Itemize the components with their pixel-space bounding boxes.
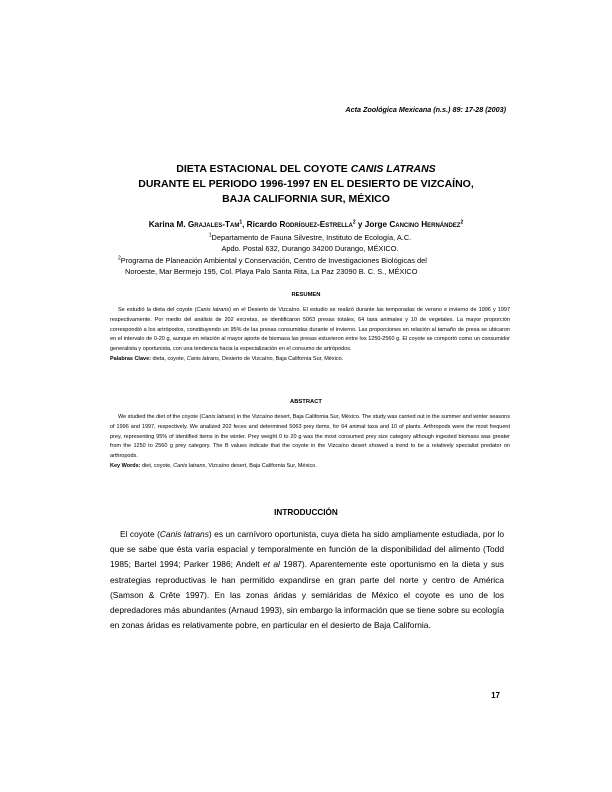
intro-et-al: et al — [263, 559, 280, 570]
resumen-keywords-label: Palabras Clave: — [110, 355, 151, 362]
resumen-species: Canis latrans — [196, 307, 230, 313]
resumen-keywords-b: , Desierto de Vizcaíno, Baja California Sur, México. — [218, 355, 344, 362]
abstract-keywords-species: Canis latrans — [173, 462, 206, 469]
abstract-paragraph — [110, 413, 510, 462]
author-sep-2: y — [355, 220, 365, 229]
title-species-name: CANIS LATRANS — [350, 163, 436, 175]
author-1-last: Grajales-Tam — [187, 220, 240, 229]
abstract-keywords-label: Key Words: — [110, 462, 141, 469]
affiliation-2-line-2: Noroeste, Mar Bermejo 195, Col. Playa Palo Santa Rita, La Paz 23090 B. C. S., MÉXICO — [125, 267, 418, 276]
resumen-text-1: Se estudió la dieta del coyote ( — [118, 307, 197, 313]
resumen-keywords-species: Canis latrans — [186, 355, 219, 362]
author-3-last: Cancino Hernández — [389, 220, 461, 229]
resumen-text-2: ) en el Desierto de Vizcaíno. El estudio se realizó durante las temporadas de verano e invierno de 1996 y 1997 respectivamente. Por medio del análisis de 202 excretas, se identificaron 5063 presas totales, 64 taxa animales y 10 de vegetales. La mayor proporción correspondió a los artrópodos, constituyendo un 95% de las presas consumidas durante el invierno. Las proporciones en relación al tamaño de presa se ubicaron en el intervalo de 0-20 g, aunque en relación al mayor aporte de biomasa las presas estuvieron entre los 1250-2560 g. El coyote se comportó como un consumidor generalista y oportunista, con una tendencia hacia la especialización en el consumo de artrópodos. — [110, 307, 511, 353]
intro-text-1: El coyote ( — [120, 529, 160, 539]
author-list — [100, 219, 512, 230]
resumen-heading: RESUMEN — [291, 292, 321, 298]
abstract-keywords-a: diet, coyote, — [140, 462, 174, 469]
author-1-first: Karina M. — [148, 220, 188, 229]
affiliation-2 — [118, 255, 513, 277]
article-title — [100, 162, 512, 207]
abstract-text-2: ) in the Vizcaíno desert, Baja California Sur, México. The study was carried out in the summer and winter seasons of 1996 and 1997, respectively. We analized 202 feces and determined 5063 prey items, for 64 animal taxa and 10 of plants. Arthropods were the most frequent prey, representing 95% of identified items in the winter. Prey weight 0 to 20 g was the most consumed prey size category although ingested biomass was greater from the 1250 to 2560 g prey category. The B values indicate that the coyote in the Vizcaíno desert showed a trend to be a relatively specialist predator on arthropods. — [110, 414, 510, 460]
author-2-last: Rodríguez-Estrella — [279, 220, 353, 229]
resumen-keywords-a: dieta, coyote, — [150, 355, 187, 362]
affiliation-1 — [110, 232, 510, 243]
abstract-text-1: We studied the diet of the coyote ( — [118, 414, 202, 420]
affiliation-1-address: Apdo. Postal 632, Durango 34200 Durango, MÉXICO. — [221, 244, 399, 253]
resumen-keywords — [110, 355, 510, 365]
affiliation-1-text: Departamento de Fauna Silvestre, Instituto de Ecología, A.C. — [211, 233, 412, 242]
intro-species: Canis latrans — [159, 529, 209, 539]
intro-text-2: ) es un carnívoro oportunista, cuya dieta ha sido ampliamente estudiada, por lo que se sabe que ésta varía espacial y temporalmente en función de la disponibilidad del alimento (Todd 1985; Bartel 1994; Parker 1986; Andelt — [110, 529, 504, 570]
title-line-3: BAJA CALIFORNIA SUR, MÉXICO — [222, 193, 390, 205]
affiliation-1-sup: 1 — [208, 232, 212, 239]
abstract-species: Canis latrans — [201, 414, 234, 420]
author-sep-1: , — [242, 220, 247, 229]
title-line-1 — [100, 162, 512, 177]
affiliation-2-line-1: Programa de Planeación Ambiental y Conservación, Centro de Investigaciones Biológicas del — [120, 256, 427, 265]
introduccion-paragraph — [110, 527, 504, 633]
title-line-1-text: DIETA ESTACIONAL DEL COYOTE — [176, 163, 351, 175]
author-3-first: Jorge — [364, 220, 390, 229]
author-3-sup: 2 — [460, 219, 464, 226]
author-1-sup: 1 — [239, 219, 243, 226]
resumen-paragraph — [110, 306, 510, 355]
page-number: 17 — [491, 691, 500, 700]
introduccion-heading: INTRODUCCIÓN — [274, 508, 338, 517]
abstract-heading: ABSTRACT — [290, 399, 322, 405]
abstract-keywords — [110, 462, 510, 472]
intro-text-3: 1987). Aparentemente este oportunismo en la dieta y sus estrategias reproductivas le han permitido expandirse en gran parte del norte y centro de América (Samson & Crête 1997). En las zonas áridas y semiáridas de México el coyote es uno de los depredadores más abundantes (Arnaud 1993), sin embargo la información que se tiene sobre su ecología en zonas áridas es relativamente pobre, en particular en el desierto de Baja California. — [110, 559, 504, 631]
title-line-2: DURANTE EL PERIODO 1996-1997 EN EL DESIERTO DE VIZCAÍNO, — [138, 178, 474, 190]
affiliation-2-sup: 2 — [118, 255, 121, 262]
author-2-sup: 2 — [352, 219, 356, 226]
journal-citation: Acta Zoológica Mexicana (n.s.) 89: 17-28 (2003) — [345, 105, 506, 114]
resumen-body — [110, 306, 510, 365]
abstract-body — [110, 413, 510, 472]
abstract-keywords-b: , Vizcaíno desert, Baja California Sur, México. — [205, 462, 317, 469]
author-2-first: Ricardo — [246, 220, 280, 229]
